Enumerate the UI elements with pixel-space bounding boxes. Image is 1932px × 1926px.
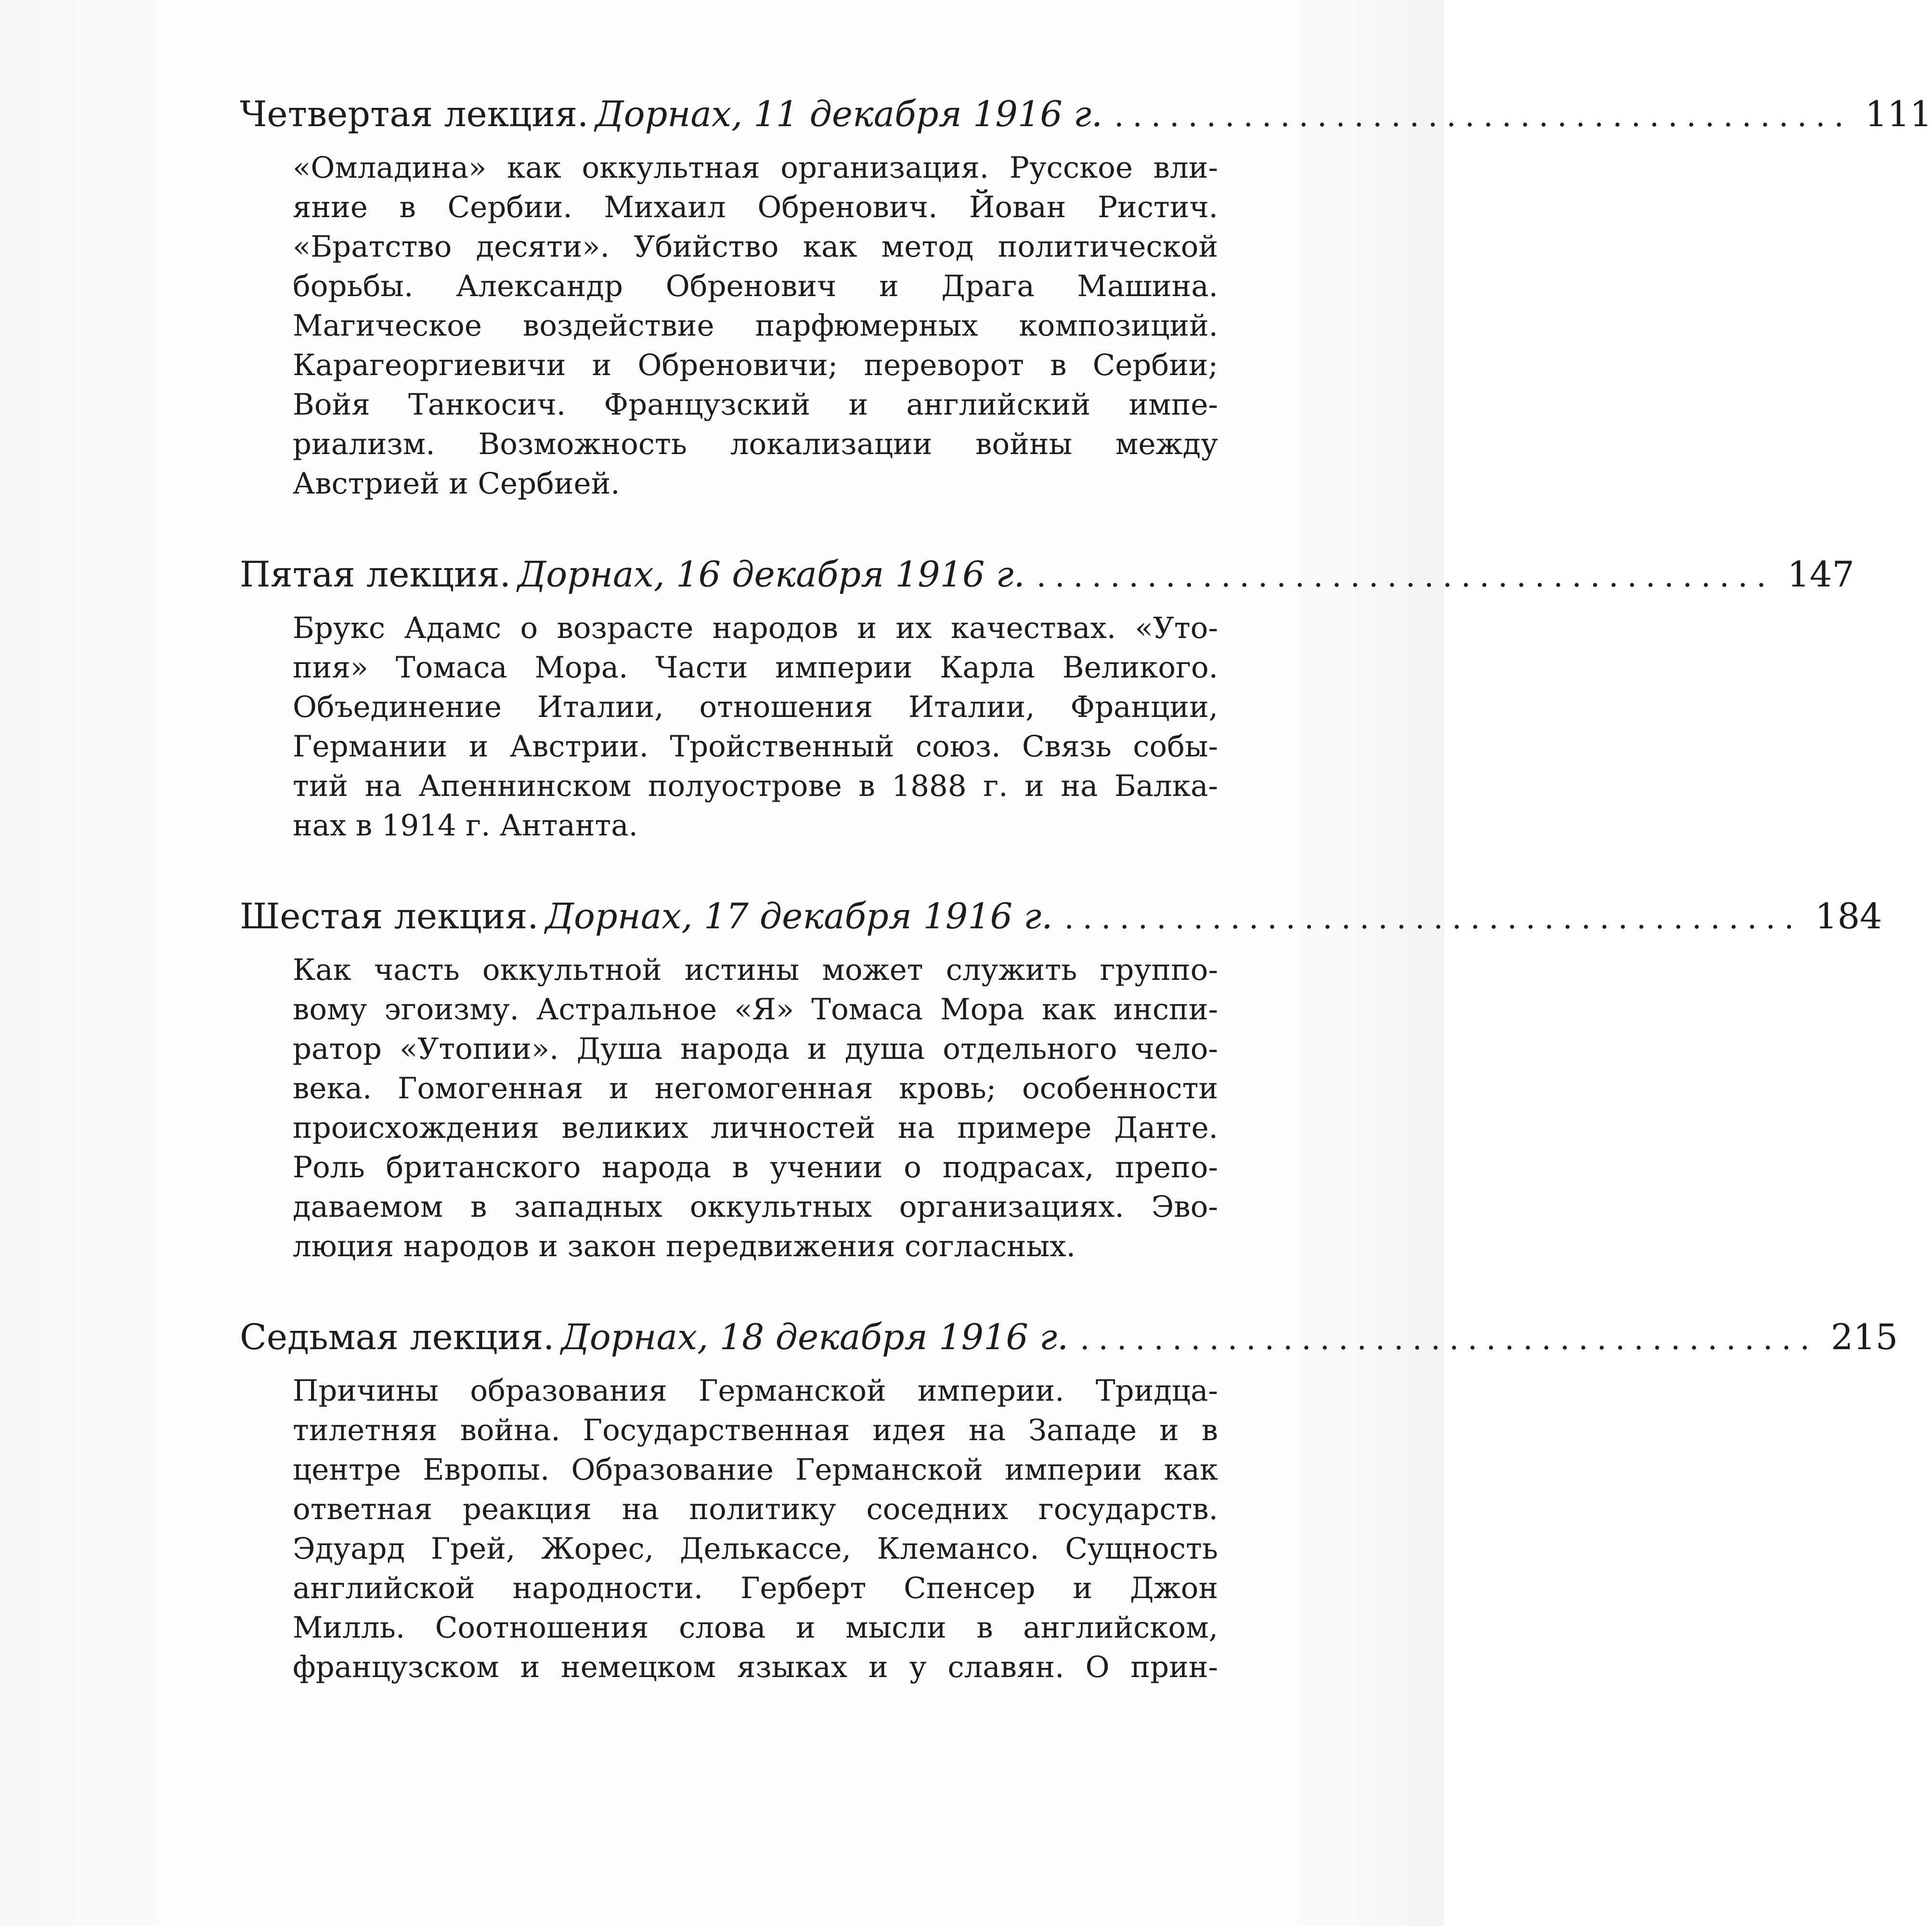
summary-line: риализм. Возможность локализации войны между [293, 427, 1218, 461]
summary-line: Карагеоргиевичи и Обреновичи; переворот в Сербии; [293, 348, 1218, 382]
lecture-place-date: Дорнах, 18 декабря 1916 г. [561, 1317, 1069, 1358]
summary-line: Роль британского народа в учении о подрасах, препо- [293, 1150, 1218, 1184]
lecture-summary [240, 950, 1218, 1266]
toc-entry-heading [240, 91, 1932, 138]
summary-line: Германии и Австрии. Тройственный союз. Связь собы- [293, 729, 1218, 764]
summary-line: Войя Танкосич. Французский и английский импе- [293, 388, 1218, 422]
summary-line: английской народности. Герберт Спенсер и Джон [293, 1571, 1218, 1605]
summary-line: века. Гомогенная и негомогенная кровь; особенности [293, 1071, 1218, 1106]
summary-line: вому эгоизму. Астральное «Я» Томаса Мора как инспи- [293, 992, 1218, 1027]
summary-line: борьбы. Александр Обренович и Драга Машина. [293, 269, 1218, 303]
summary-line: даваемом в западных оккультных организациях. Эво- [293, 1190, 1218, 1224]
summary-line: «Братство десяти». Убийство как метод политической [293, 230, 1218, 264]
lecture-summary [240, 609, 1218, 846]
table-of-contents [240, 91, 1932, 1735]
lecture-title: Пятая лекция. [240, 554, 511, 595]
toc-entry-lecture-7 [240, 1314, 1898, 1687]
dot-leader: ........................................ [1114, 98, 1853, 134]
summary-line: происхождения великих личностей на примере Данте. [293, 1111, 1218, 1145]
summary-line: нах в 1914 г. Антанта. [293, 808, 638, 843]
summary-line: Магическое воздействие парфюмерных композиций. [293, 309, 1218, 343]
summary-line: ответная реакция на политику соседних государств. [293, 1492, 1218, 1526]
dot-leader: ........................................ [1080, 1321, 1818, 1357]
summary-line: «Омладина» как оккультная организация. Русское вли- [293, 151, 1218, 185]
summary-line: ратор «Утопии». Душа народа и душа отдельного чело- [293, 1032, 1218, 1066]
toc-entry-lecture-5 [240, 552, 1854, 846]
lecture-summary [240, 1371, 1218, 1687]
lecture-title: Шестая лекция. [240, 896, 539, 937]
page-edge-shade [1261, 0, 1444, 1926]
toc-entry-heading [240, 894, 1882, 940]
page-number: 184 [1815, 896, 1882, 937]
toc-entry-lecture-6 [240, 894, 1882, 1266]
page-number: 147 [1787, 554, 1854, 595]
lecture-place-date: Дорнах, 17 декабря 1916 г. [545, 896, 1053, 937]
summary-line: тилетняя война. Государственная идея на Западе и в [293, 1413, 1218, 1447]
toc-entry-lecture-4 [240, 91, 1932, 504]
toc-entry-heading [240, 1314, 1898, 1361]
page-gutter-shade [0, 0, 173, 1926]
summary-line: люция народов и закон передвижения согласных. [293, 1229, 1076, 1263]
summary-line: пия» Томаса Мора. Части империи Карла Великого. [293, 651, 1218, 685]
summary-line: центре Европы. Образование Германской империи как [293, 1453, 1218, 1487]
lecture-place-date: Дорнах, 16 декабря 1916 г. [517, 554, 1025, 595]
dot-leader: ........................................ [1036, 559, 1775, 594]
page-number: 215 [1830, 1317, 1898, 1358]
toc-entry-heading [240, 552, 1854, 598]
summary-line: Брукс Адамс о возрасте народов и их качествах. «Уто- [293, 611, 1218, 645]
page-number: 111 [1865, 94, 1932, 135]
lecture-title: Седьмая лекция. [240, 1317, 555, 1358]
summary-line: Австрией и Сербией. [293, 467, 620, 501]
summary-line: тий на Апеннинском полуострове в 1888 г. и на Балка- [293, 769, 1218, 803]
summary-line: яние в Сербии. Михаил Обренович. Йован Ристич. [293, 190, 1218, 224]
summary-line: Милль. Соотношения слова и мысли в английском, [293, 1611, 1218, 1645]
summary-line: Объединение Италии, отношения Италии, Франции, [293, 690, 1218, 724]
lecture-place-date: Дорнах, 11 декабря 1916 г. [595, 94, 1103, 135]
summary-line: Причины образования Германской империи. Тридца- [293, 1374, 1218, 1408]
lecture-summary [240, 148, 1218, 504]
summary-line: Эдуард Грей, Жорес, Делькассе, Клемансо. Сущность [293, 1532, 1218, 1566]
summary-line: французском и немецком языках и у славян. О прин- [293, 1650, 1218, 1684]
dot-leader: ........................................ [1064, 900, 1803, 936]
summary-line: Как часть оккультной истины может служить группо- [293, 953, 1218, 987]
lecture-title: Четвертая лекция. [240, 94, 589, 135]
